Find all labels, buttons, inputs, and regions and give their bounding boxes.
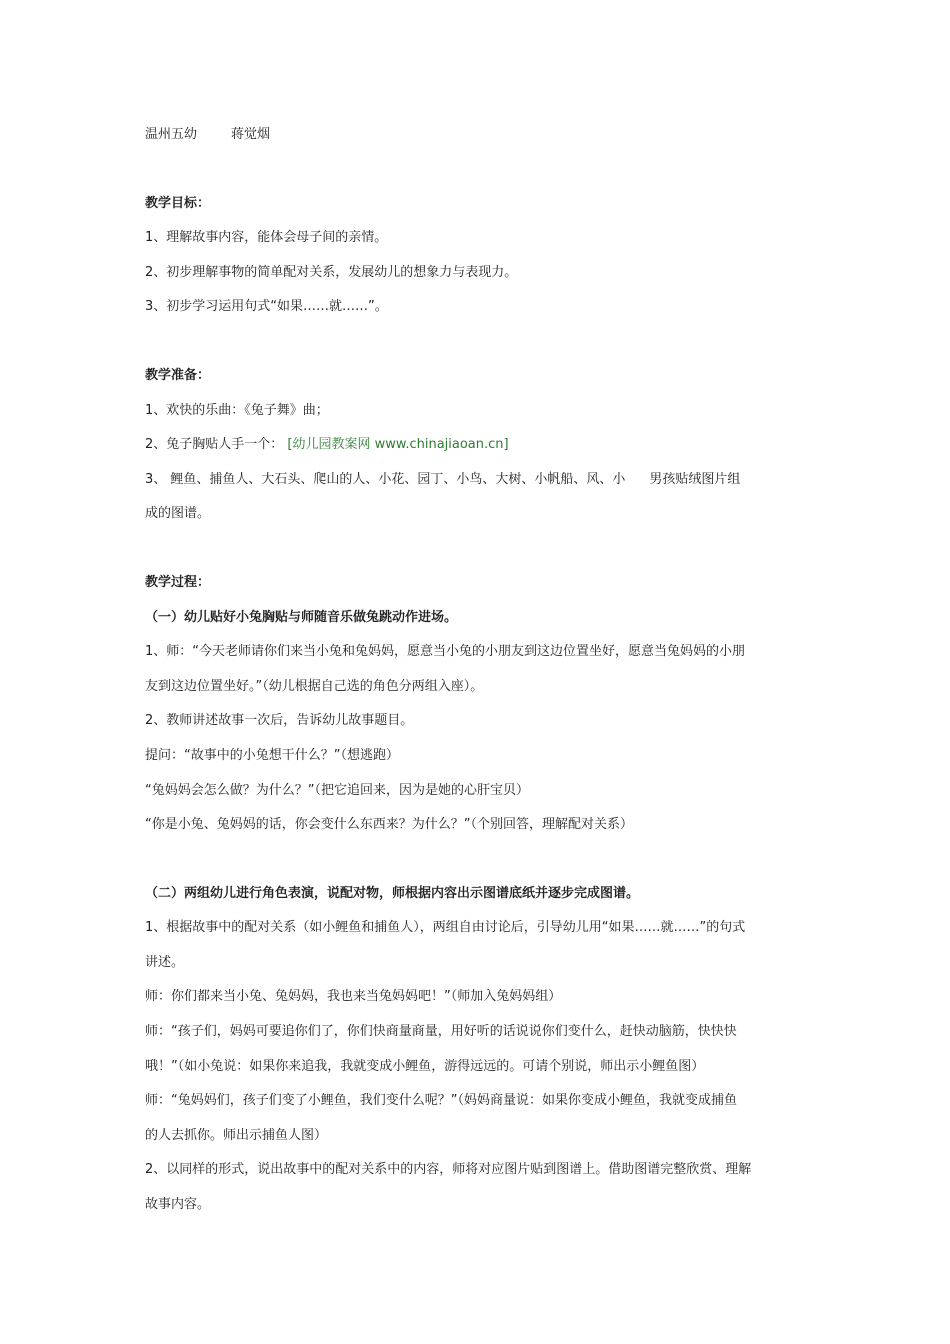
school-name: 温州五幼 — [145, 127, 198, 142]
process-paragraph: 2、以同样的形式，说出故事中的配对关系中的内容，师将对应图片贴到图谱上。借助图谱完整欣赏、理解 — [145, 1162, 752, 1178]
goals-heading: 教学目标： — [145, 195, 211, 211]
process-paragraph: 友到这边位置坐好。”（幼儿根据自己选的角色分两组入座）。 — [145, 678, 484, 694]
goal-item: 3、初步学习运用句式“如果……就……”。 — [145, 299, 388, 315]
process-paragraph: 2、教师讲述故事一次后，告诉幼儿故事题目。 — [145, 713, 414, 729]
process-heading: 教学过程： — [145, 574, 211, 590]
prep-item — [145, 428, 810, 463]
goal-item: 1、理解故事内容，能体会母子间的亲情。 — [145, 230, 388, 246]
process-paragraph: 哦！”（如小兔说：如果你来追我，我就变成小鲤鱼，游得远远的。可请个别说，师出示小鲤鱼图） — [145, 1058, 705, 1074]
prep-item-text: 3、 鲤鱼、捕鱼人、大石头、爬山的人、小花、园丁、小鸟、大树、小帆船、风、小 — [145, 471, 626, 487]
prep-item — [145, 463, 810, 498]
process-paragraph: “兔妈妈会怎么做？为什么？”（把它追回来，因为是她的心肝宝贝） — [145, 782, 529, 798]
process-paragraph: 讲述。 — [145, 954, 185, 970]
section-2-heading: （二）两组幼儿进行角色表演，说配对物，师根据内容出示图谱底纸并逐步完成图谱。 — [145, 885, 640, 901]
prep-item-text: 男孩贴绒图片组 — [649, 471, 741, 487]
site-link[interactable]: [幼儿园教案网 www.chinajiaoan.cn] — [287, 437, 509, 453]
process-paragraph: 师：“兔妈妈们，孩子们变了小鲤鱼，我们变什么呢？”（妈妈商量说：如果你变成小鲤鱼，我就变成捕鱼 — [145, 1093, 737, 1109]
author-line — [145, 118, 810, 153]
process-paragraph: 故事内容。 — [145, 1197, 211, 1213]
process-paragraph: 1、师：“今天老师请你们来当小兔和兔妈妈，愿意当小兔的小朋友到这边位置坐好，愿意当兔妈妈的小朋 — [145, 644, 746, 660]
goal-item: 2、初步理解事物的简单配对关系，发展幼儿的想象力与表现力。 — [145, 264, 518, 280]
prep-heading: 教学准备： — [145, 367, 211, 383]
author-name: 蒋觉烟 — [231, 127, 271, 142]
process-paragraph: 提问：“故事中的小兔想干什么？”（想逃跑） — [145, 747, 399, 763]
process-paragraph: 的人去抓你。师出示捕鱼人图） — [145, 1127, 328, 1143]
process-paragraph: 师：“孩子们，妈妈可要追你们了，你们快商量商量，用好听的话说说你们变什么，赶快动脑筋，快快快 — [145, 1024, 737, 1040]
prep-item-continued: 成的图谱。 — [145, 506, 211, 522]
prep-item-text: 2、兔子胸贴人手一个： — [145, 437, 284, 453]
prep-item: 1、欢快的乐曲：《兔子舞》曲； — [145, 402, 329, 418]
section-1-heading: （一）幼儿贴好小兔胸贴与师随音乐做兔跳动作进场。 — [145, 609, 458, 625]
document-page — [145, 118, 810, 1223]
process-paragraph: 师：你们都来当小兔、兔妈妈，我也来当兔妈妈吧！”（师加入兔妈妈组） — [145, 989, 562, 1005]
process-paragraph: “你是小兔、兔妈妈的话，你会变什么东西来？为什么？”（个别回答，理解配对关系） — [145, 817, 633, 833]
process-paragraph: 1、根据故事中的配对关系（如小鲤鱼和捕鱼人），两组自由讨论后，引导幼儿用“如果……就……”的句式 — [145, 920, 746, 936]
